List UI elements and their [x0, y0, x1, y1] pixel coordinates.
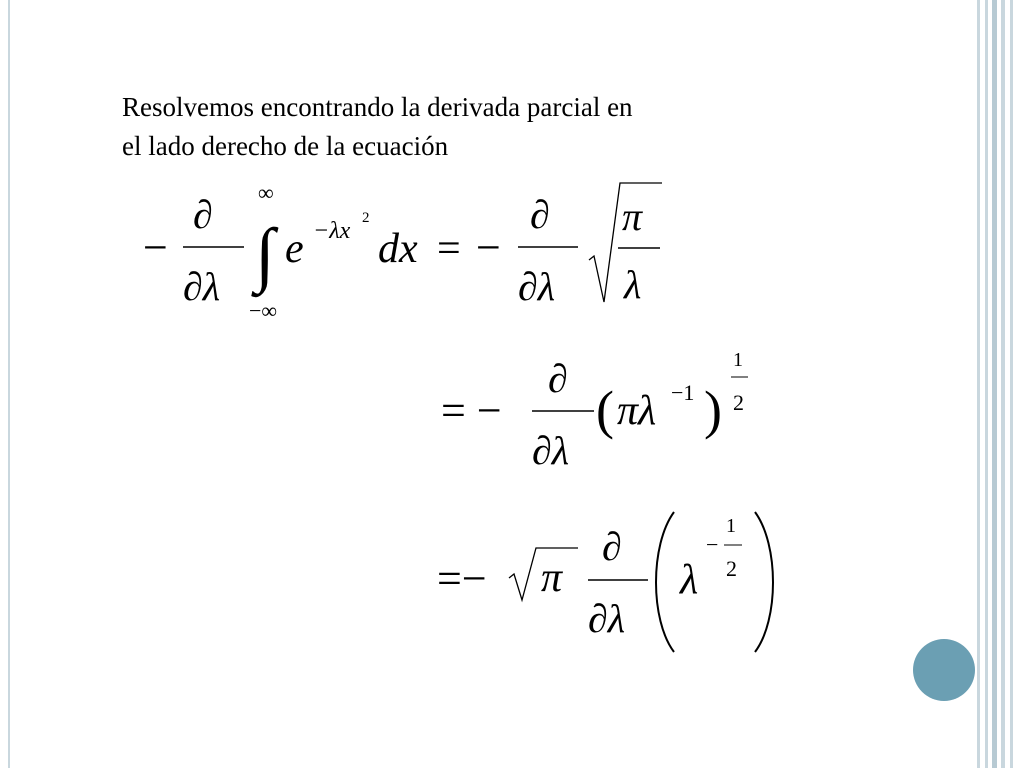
- eq1-base-e: e: [285, 226, 304, 272]
- eq1-leading-minus: −: [143, 223, 168, 272]
- eq1-lambda: λ: [624, 262, 642, 307]
- eq3-exp-minus: −: [706, 532, 719, 557]
- eq1-dx: dx: [378, 226, 418, 272]
- eq2-partial-numerator: ∂: [548, 356, 568, 401]
- eq1-rhs-minus: −: [476, 223, 501, 272]
- eq1-rhs-partial-denominator: ∂λ: [518, 264, 556, 309]
- eq1-rhs-partial-numerator: ∂: [530, 192, 550, 237]
- body-text-line-2: el lado derecho de la ecuación: [122, 131, 449, 161]
- eq1-pi: π: [622, 194, 643, 239]
- eq2-left-paren: (: [596, 380, 614, 440]
- eq2-exp-numerator: 1: [733, 349, 743, 371]
- eq3-equals-minus: =−: [437, 554, 487, 603]
- body-text-line-1: Resolvemos encontrando la derivada parcial en: [122, 92, 633, 122]
- eq1-partial-denominator: ∂λ: [183, 264, 221, 309]
- eq1-integral-sign: ∫: [255, 214, 275, 294]
- eq2-neg-one-exponent: −1: [671, 380, 695, 405]
- eq3-exp-numerator: 1: [726, 515, 736, 537]
- eq2-partial-denominator: ∂λ: [532, 428, 570, 473]
- equation-1: [143, 180, 662, 323]
- eq2-equals-minus: = −: [441, 386, 502, 435]
- equation-3: [437, 512, 773, 652]
- eq3-right-paren: [755, 512, 773, 652]
- eq2-exp-denominator: 2: [733, 390, 744, 415]
- equation-2: [441, 349, 748, 473]
- eq3-left-paren: [656, 512, 674, 652]
- eq3-partial-denominator: ∂λ: [588, 596, 626, 641]
- eq3-pi: π: [541, 555, 563, 601]
- eq2-pi-lambda: πλ: [617, 388, 657, 434]
- eq1-lower-limit: −∞: [249, 298, 278, 323]
- eq3-partial-numerator: ∂: [602, 524, 622, 569]
- eq3-exp-denominator: 2: [726, 556, 737, 581]
- eq3-lambda: λ: [680, 557, 699, 603]
- eq1-exponent-power: 2: [362, 210, 370, 226]
- eq1-upper-limit: ∞: [258, 180, 274, 205]
- eq1-exponent: −λx: [313, 218, 351, 244]
- eq1-equals: =: [437, 226, 461, 272]
- eq1-partial-numerator: ∂: [193, 192, 213, 237]
- eq2-right-paren: ): [704, 380, 722, 440]
